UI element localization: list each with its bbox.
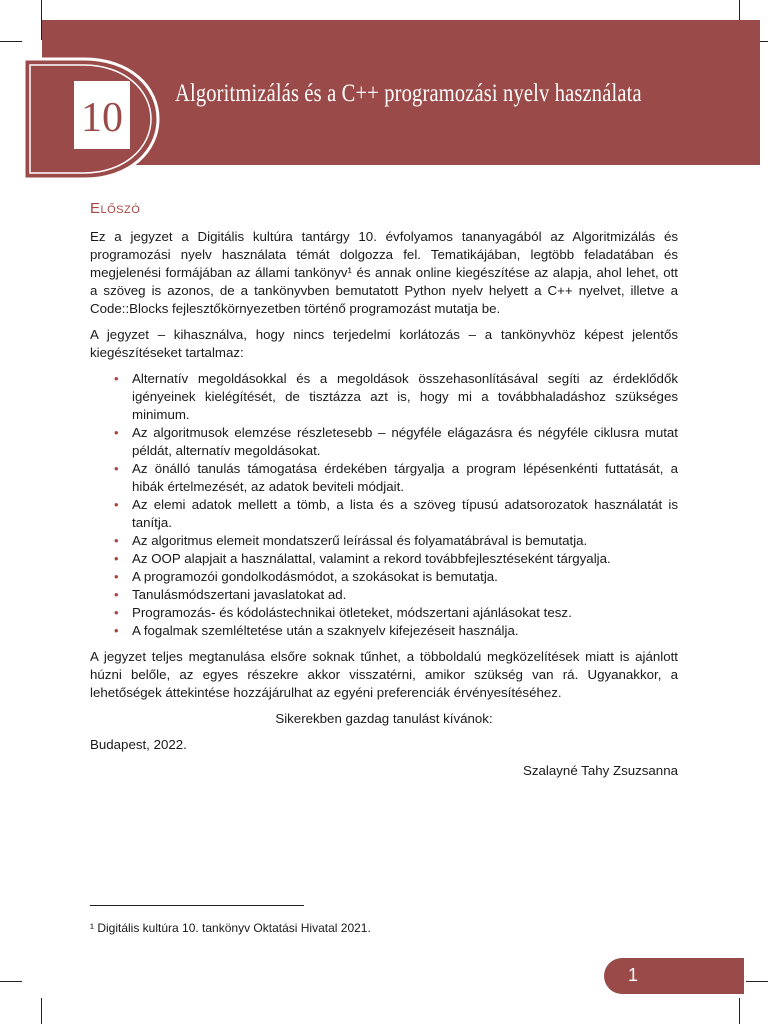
- list-item-text: Tanulásmódszertani javaslatokat ad.: [132, 587, 347, 602]
- crop-mark: [0, 981, 22, 982]
- list-item-text: Az algoritmusok elemzése részletesebb – négyféle elágazásra és négyféle ciklusra mutat példát, alternatív megoldásokat.: [132, 425, 678, 458]
- list-item: [114, 460, 678, 496]
- footnote: ¹ Digitális kultúra 10. tankönyv Oktatási Hivatal 2021.: [90, 921, 371, 935]
- page-number: 1: [628, 965, 639, 985]
- outro-paragraph: A jegyzet teljes megtanulása elsőre soknak tűnhet, a többoldalú megközelítések miatt is ajánlott húzni belőle, az egyes részekre akkor visszatérni, amikor szükség van rá. Ugyanakkor, a lehetőségek áttekintése hozzájárulhat az egyéni preferenciák érvényesítéséhez.: [90, 649, 678, 700]
- footnote-divider: [90, 905, 304, 906]
- list-item: [114, 550, 678, 568]
- section-title: Előszó: [90, 200, 141, 217]
- bullet-icon: •: [114, 569, 119, 584]
- list-item-text: A fogalmak szemléltetése után a szaknyelv kifejezéseit használja.: [132, 623, 519, 638]
- list-item-text: A programozói gondolkodásmódot, a szokásokat is bemutatja.: [132, 569, 498, 584]
- feature-list: [90, 370, 678, 640]
- list-item: [114, 622, 678, 640]
- list-item: [114, 370, 678, 424]
- list-item-text: Programozás- és kódolástechnikai ötleteket, módszertani ajánlásokat tesz.: [132, 605, 572, 620]
- list-item-text: Alternatív megoldásokkal és a megoldások összehasonlításával segíti az érdeklődők igényeinek kielégítését, de tisztázza azt is, hogy mi a továbbhaladáshoz szükséges minimum.: [132, 371, 678, 422]
- chapter-number: 10: [81, 95, 123, 141]
- list-item: [114, 532, 678, 550]
- list-item: [114, 496, 678, 532]
- intro-paragraph: A jegyzet – kihasználva, hogy nincs terjedelmi korlátozás – a tankönyvhöz képest jelentős kiegészítéseket tartalmaz:: [90, 327, 678, 360]
- crop-mark: [0, 41, 22, 42]
- bullet-icon: •: [114, 497, 119, 512]
- list-item-text: Az OOP alapjait a használattal, valamint a rekord továbbfejlesztéseként tárgyalja.: [132, 551, 611, 566]
- place-date: Budapest, 2022.: [90, 737, 187, 752]
- main-content: [90, 200, 678, 780]
- list-item-text: Az elemi adatok mellett a tömb, a lista és a szöveg típusú adatsorozatok használatát is tanítja.: [132, 497, 678, 530]
- list-item: [114, 604, 678, 622]
- chapter-logo: [22, 57, 162, 182]
- closing-line: Sikerekben gazdag tanulást kívánok:: [275, 711, 493, 726]
- bullet-icon: •: [114, 533, 119, 548]
- bullet-icon: •: [114, 623, 119, 638]
- list-item: [114, 586, 678, 604]
- list-item-text: Az önálló tanulás támogatása érdekében tárgyalja a program lépésenkénti futtatását, a hibák értelmezését, az adatok beviteli módjait.: [132, 461, 678, 494]
- bullet-icon: •: [114, 371, 119, 386]
- crop-mark: [746, 981, 768, 982]
- crop-mark: [739, 0, 740, 22]
- bullet-icon: •: [114, 425, 119, 440]
- bullet-icon: •: [114, 605, 119, 620]
- bullet-icon: •: [114, 587, 119, 602]
- crop-mark: [41, 998, 42, 1024]
- list-item: [114, 424, 678, 460]
- page-number-tab: [604, 958, 744, 994]
- bullet-icon: •: [114, 551, 119, 566]
- document-title: Algoritmizálás és a C++ programozási nyelv használata: [175, 80, 642, 107]
- list-item-text: Az algoritmus elemeit mondatszerű leírással és folyamatábrával is bemutatja.: [132, 533, 588, 548]
- intro-paragraph: Ez a jegyzet a Digitális kultúra tantárgy 10. évfolyamos tananyagából az Algoritmizálás és programozási nyelv használata témát dolgozza fel. Tematikájában, legtöbb feladatában és megjelenési formájában az állami tankönyv¹ és annak online kiegészítése az alapja, ahol lehet, ott a szöveg is azonos, de a tankönyvben bemutatott Python nyelv helyett a C++ nyelvet, illetve a Code::Blocks fejlesztőkörnyezetben történő programozást mutatja be.: [90, 229, 678, 316]
- bullet-icon: •: [114, 461, 119, 476]
- author-name: Szalayné Tahy Zsuzsanna: [523, 763, 678, 778]
- list-item: [114, 568, 678, 586]
- crop-mark: [739, 998, 740, 1024]
